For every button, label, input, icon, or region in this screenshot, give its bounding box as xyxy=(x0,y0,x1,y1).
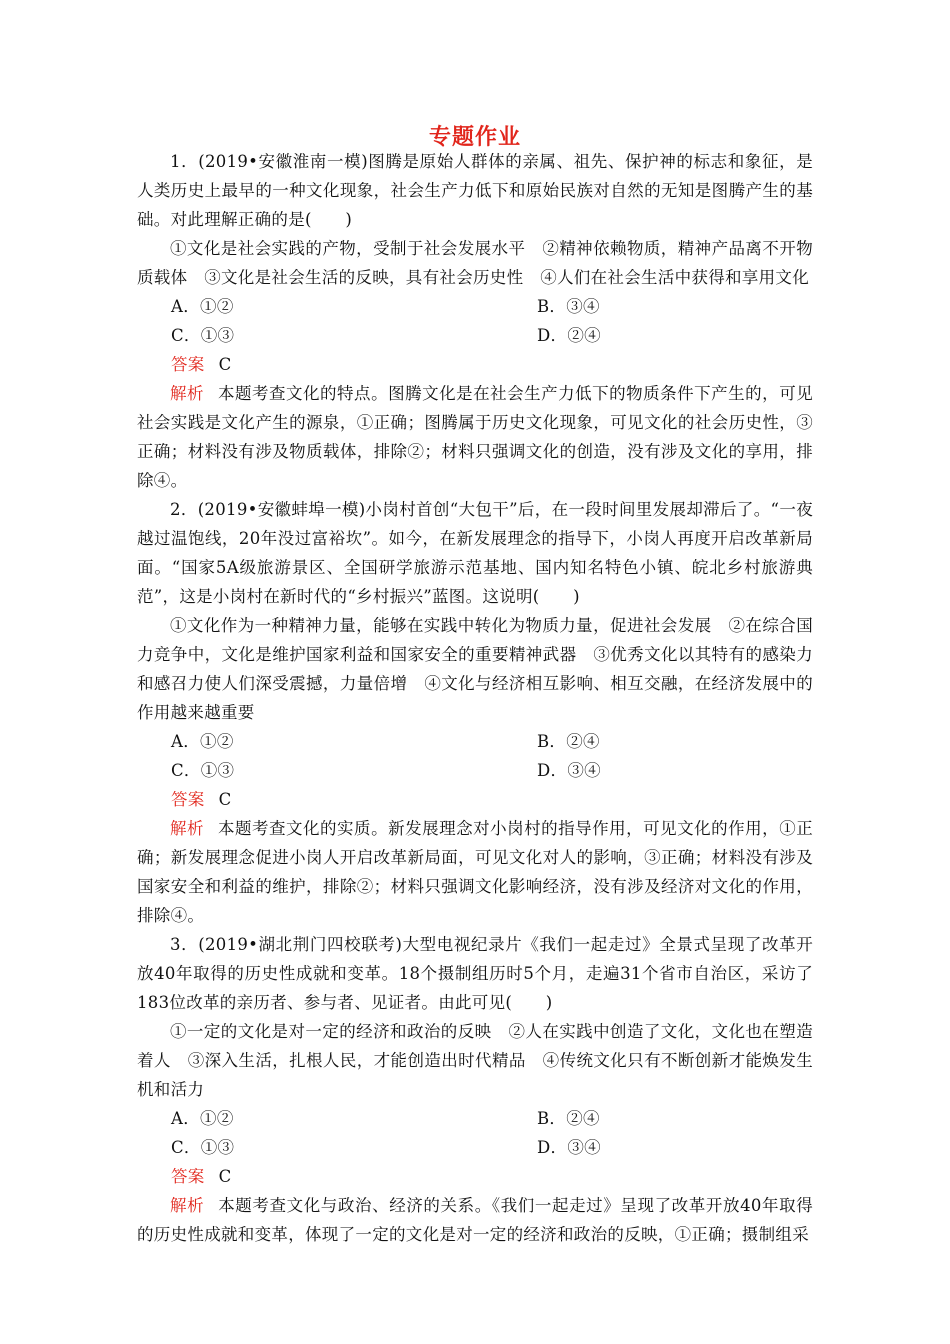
options-row xyxy=(137,321,813,350)
options-row xyxy=(137,1133,813,1162)
question-statements: ①文化作为一种精神力量，能够在实践中转化为物质力量，促进社会发展 ②在综合国力竞争中，文化是维护国家利益和国家安全的重要精神武器 ③优秀文化以其特有的感染力和感召力使人们深受震撼，力量倍增 ④文化与经济相互影响、相互交融，在经济发展中的作用越来越重要 xyxy=(137,616,813,722)
answer-label: 答案 xyxy=(171,790,205,809)
option-d: D．③④ xyxy=(537,1138,601,1157)
answer-value: C xyxy=(218,790,232,809)
analysis-paragraph xyxy=(137,379,813,495)
option-c: C．①③ xyxy=(171,761,235,780)
option-a: A．①② xyxy=(171,732,234,751)
option-a: A．①② xyxy=(171,297,234,316)
options-row xyxy=(137,292,813,321)
question-statements: ①一定的文化是对一定的经济和政治的反映 ②人在实践中创造了文化，文化也在塑造着人 ③深入生活，扎根人民，才能创造出时代精品 ④传统文化只有不断创新才能焕发生机和活力 xyxy=(137,1022,813,1099)
answer-line xyxy=(137,1162,813,1191)
option-b: B．③④ xyxy=(537,297,600,316)
answer-line xyxy=(137,785,813,814)
question-stem: 1．(2019•安徽淮南一模)图腾是原始人群体的亲属、祖先、保护神的标志和象征，是人类历史上最早的一种文化现象，社会生产力低下和原始民族对自然的无知是图腾产生的基础。对此理解正确的是( ) xyxy=(137,152,813,229)
analysis-text: 本题考查文化与政治、经济的关系。《我们一起走过》呈现了改革开放40年取得的历史性成就和变革，体现了一定的文化是对一定的经济和政治的反映，①正确；摄制组采 xyxy=(137,1196,813,1244)
option-c: C．①③ xyxy=(171,1138,235,1157)
analysis-label: 解析 xyxy=(170,1196,205,1215)
page-title: 专题作业 xyxy=(428,125,521,150)
option-b: B．②④ xyxy=(537,732,600,751)
analysis-paragraph xyxy=(137,814,813,930)
analysis-text: 本题考查文化的实质。新发展理念对小岗村的指导作用，可见文化的作用，①正确；新发展理念促进小岗人开启改革新局面，可见文化对人的影响，③正确；材料没有涉及国家安全和利益的维护，排除②；材料只强调文化影响经济，没有涉及经济对文化的作用，排除④。 xyxy=(137,819,813,925)
analysis-label: 解析 xyxy=(170,819,205,838)
answer-value: C xyxy=(218,355,232,374)
analysis-label: 解析 xyxy=(170,384,205,403)
options-row xyxy=(137,1104,813,1133)
answer-label: 答案 xyxy=(171,355,205,374)
question-2 xyxy=(137,495,813,930)
question-stem: 2．(2019•安徽蚌埠一模)小岗村首创“大包干”后，在一段时间里发展却滞后了。“一夜越过温饱线，20年没过富裕坎”。如今，在新发展理念的指导下，小岗人再度开启改革新局面。“国家5A级旅游景区、全国研学旅游示范基地、国内知名特色小镇、皖北乡村旅游典范”，这是小岗村在新时代的“乡村振兴”蓝图。这说明( ) xyxy=(137,500,813,606)
option-d: D．②④ xyxy=(537,326,601,345)
answer-line xyxy=(137,350,813,379)
option-d: D．③④ xyxy=(537,761,601,780)
analysis-text: 本题考查文化的特点。图腾文化是在社会生产力低下的物质条件下产生的，可见社会实践是文化产生的源泉，①正确；图腾属于历史文化现象，可见文化的社会历史性，③正确；材料没有涉及物质载体，排除②；材料只强调文化的创造，没有涉及文化的享用，排除④。 xyxy=(137,384,813,490)
question-3 xyxy=(137,930,813,1249)
question-statements: ①文化是社会实践的产物，受制于社会发展水平 ②精神依赖物质，精神产品离不开物质载体 ③文化是社会生活的反映，具有社会历史性 ④人们在社会生活中获得和享用文化 xyxy=(137,239,813,287)
option-a: A．①② xyxy=(171,1109,234,1128)
option-b: B．②④ xyxy=(537,1109,600,1128)
options-row xyxy=(137,756,813,785)
answer-label: 答案 xyxy=(171,1167,205,1186)
question-stem: 3．(2019•湖北荆门四校联考)大型电视纪录片《我们一起走过》全景式呈现了改革开放40年取得的历史性成就和变革。18个摄制组历时5个月，走遍31个省市自治区，采访了183位改革的亲历者、参与者、见证者。由此可见( ) xyxy=(137,935,813,1012)
analysis-paragraph xyxy=(137,1191,813,1249)
question-1 xyxy=(137,147,813,495)
option-c: C．①③ xyxy=(171,326,235,345)
answer-value: C xyxy=(218,1167,232,1186)
options-row xyxy=(137,727,813,756)
document-content xyxy=(137,147,813,1249)
